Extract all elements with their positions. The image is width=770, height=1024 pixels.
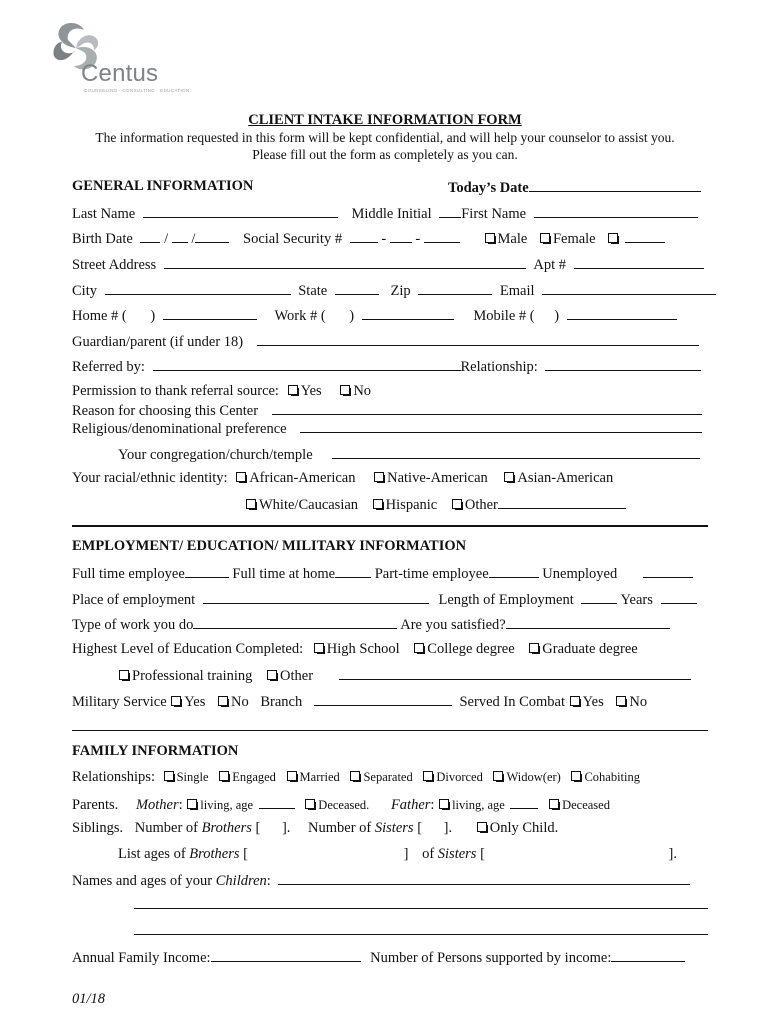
full-time-field[interactable]: [185, 563, 229, 578]
apt-label: Apt #: [533, 257, 567, 273]
engaged-checkbox[interactable]: [219, 771, 229, 781]
graduate-option[interactable]: [528, 641, 637, 657]
cohabiting-checkbox[interactable]: [571, 771, 581, 781]
list-ages-label: List ages of: [118, 846, 186, 862]
phone-row: [72, 305, 677, 325]
of-label: of: [422, 846, 435, 862]
logo-tagline: COUNSELING · CONSULTING · EDUCATION: [84, 88, 190, 93]
relationship-label: Relationship:: [460, 359, 538, 375]
permission-row: [72, 382, 371, 400]
father-age-field[interactable]: [510, 794, 538, 809]
mother-living-label: living, age: [200, 798, 254, 812]
street-field[interactable]: [164, 254, 526, 269]
asian-label: Asian-American: [517, 470, 614, 486]
work-paren: ): [349, 308, 355, 324]
income-row: [72, 947, 685, 967]
referred-row: [72, 356, 701, 376]
children-row-3: [134, 920, 708, 940]
education-label: Highest Level of Education Completed:: [72, 641, 304, 657]
combat-no-label: No: [629, 694, 648, 710]
military-yes-checkbox[interactable]: [171, 696, 181, 706]
relationships-row: [72, 768, 640, 786]
birth-year-field[interactable]: [195, 228, 229, 243]
combat-yes[interactable]: [569, 694, 604, 710]
length-field[interactable]: [581, 589, 617, 604]
permission-yes-label: Yes: [300, 383, 322, 399]
middle-initial-field[interactable]: [439, 203, 461, 218]
list-brothers-label: Brothers: [189, 846, 240, 862]
only-child-checkbox[interactable]: [477, 822, 487, 832]
referred-by-field[interactable]: [153, 356, 461, 371]
home-paren: ): [150, 308, 156, 324]
persons-field[interactable]: [611, 947, 685, 962]
section-divider-2: [72, 730, 708, 731]
branch-label: Branch: [260, 694, 303, 710]
ssn-part1-field[interactable]: [350, 228, 378, 243]
father-living-option[interactable]: [438, 798, 505, 812]
religious-row: [72, 418, 702, 438]
names-ages-label: Names and ages of your: [72, 873, 213, 889]
form-title: CLIENT INTAKE INFORMATION FORM: [248, 112, 522, 128]
permission-label: Permission to thank referral source:: [72, 383, 279, 399]
zip-label: Zip: [390, 283, 411, 299]
state-field[interactable]: [335, 280, 379, 295]
todays-date-row: [448, 177, 701, 197]
siblings-row: Siblings. Number of Brothers [ ]. Number of Sisters [ ]. Only Child.: [72, 820, 559, 836]
congregation-row: [118, 444, 700, 464]
permission-no-label: No: [353, 383, 372, 399]
hispanic-checkbox[interactable]: [373, 499, 383, 509]
email-field[interactable]: [542, 280, 716, 295]
religious-field[interactable]: [300, 418, 702, 433]
referred-by-label: Referred by:: [72, 359, 145, 375]
guardian-field[interactable]: [257, 331, 699, 346]
high-school-label: High School: [326, 641, 400, 657]
combat-no-checkbox[interactable]: [616, 696, 626, 706]
combat-yes-label: Yes: [582, 694, 604, 710]
military-no-label: No: [231, 694, 249, 710]
engaged-option[interactable]: [218, 770, 276, 784]
part-time-field[interactable]: [489, 563, 539, 578]
section-divider-1: [72, 525, 708, 527]
work-phone-field[interactable]: [362, 305, 454, 320]
city-field[interactable]: [105, 280, 291, 295]
separated-label: Separated: [363, 770, 413, 784]
education-other-option[interactable]: [266, 668, 313, 684]
unemployed-field[interactable]: [643, 563, 693, 578]
father-deceased-label: Deceased: [562, 798, 610, 812]
military-yes-label: Yes: [184, 694, 206, 710]
satisfied-field[interactable]: [506, 614, 670, 629]
widow-label: Widow(er): [506, 770, 561, 784]
street-label: Street Address: [72, 257, 157, 273]
mother-living-option[interactable]: [186, 798, 253, 812]
reason-label: Reason for choosing this Center: [72, 403, 259, 419]
father-living-checkbox[interactable]: [439, 799, 449, 809]
only-child-label: Only Child.: [489, 820, 559, 836]
military-label: Military Service: [72, 694, 167, 710]
divorced-option[interactable]: [422, 770, 483, 784]
military-no[interactable]: [217, 694, 249, 710]
street-row: [72, 254, 704, 274]
birth-row: Birth Date / / Social Security # - - Male Female: [72, 228, 665, 248]
years-label: Years: [620, 592, 653, 608]
home-phone-field[interactable]: [163, 305, 257, 320]
reason-row: [72, 400, 702, 420]
branch-field[interactable]: [314, 691, 452, 706]
combat-label: Served In Combat: [459, 694, 565, 710]
place-field[interactable]: [203, 589, 429, 604]
mobile-paren: ): [554, 308, 560, 324]
female-checkbox[interactable]: [540, 233, 550, 243]
other-race-option[interactable]: [451, 497, 626, 513]
divorced-checkbox[interactable]: [423, 771, 433, 781]
female-option[interactable]: [539, 231, 596, 247]
graduate-checkbox[interactable]: [529, 643, 539, 653]
native-option[interactable]: [373, 470, 488, 486]
length-label: Length of Employment: [438, 592, 574, 608]
professional-label: Professional training: [132, 668, 253, 684]
place-row: [72, 589, 697, 609]
college-label: College degree: [427, 641, 515, 657]
father-label: Father: [390, 797, 431, 813]
combat-no[interactable]: [615, 694, 647, 710]
sisters-label: Sisters: [374, 820, 414, 836]
last-name-field[interactable]: [143, 203, 338, 218]
other-race-field[interactable]: [498, 494, 626, 509]
permission-yes[interactable]: [287, 383, 322, 399]
children-row: Names and ages of your Children:: [72, 870, 690, 890]
place-label: Place of employment: [72, 592, 196, 608]
single-label: Single: [176, 770, 209, 784]
parents-row: Parents. Mother: living, age Deceased. Father: living, age Deceased: [72, 794, 610, 814]
father-deceased-option[interactable]: [548, 798, 610, 812]
ssn-part2-field[interactable]: [390, 228, 412, 243]
home-phone-label: Home # (: [72, 308, 127, 324]
apt-field[interactable]: [574, 254, 704, 269]
white-checkbox[interactable]: [246, 499, 256, 509]
relationship-field[interactable]: [545, 356, 701, 371]
college-checkbox[interactable]: [414, 643, 424, 653]
professional-option[interactable]: [118, 668, 252, 684]
college-option[interactable]: [413, 641, 514, 657]
brothers-label: Brothers: [201, 820, 252, 836]
last-name-label: Last Name: [72, 206, 136, 222]
first-name-field[interactable]: [534, 203, 698, 218]
ssn-part3-field[interactable]: [424, 228, 460, 243]
professional-checkbox[interactable]: [119, 670, 129, 680]
unemployed-label: Unemployed: [542, 566, 618, 582]
combat-yes-checkbox[interactable]: [570, 696, 580, 706]
mother-living-checkbox[interactable]: [187, 799, 197, 809]
type-work-label: Type of work you do: [72, 617, 194, 633]
zip-field[interactable]: [418, 280, 492, 295]
brothers-number-label: Number of: [134, 820, 199, 836]
income-label: Annual Family Income:: [72, 950, 211, 966]
asian-checkbox[interactable]: [504, 472, 514, 482]
education-row-2: [118, 665, 691, 685]
mother-deceased-label: Deceased.: [318, 798, 370, 812]
mother-deceased-checkbox[interactable]: [305, 799, 315, 809]
permission-no[interactable]: [339, 383, 371, 399]
congregation-field[interactable]: [332, 444, 700, 459]
employment-header: EMPLOYMENT/ EDUCATION/ MILITARY INFORMATION: [72, 538, 467, 554]
married-label: Married: [299, 770, 340, 784]
work-phone-label: Work # (: [274, 308, 326, 324]
single-option[interactable]: [163, 770, 209, 784]
military-no-checkbox[interactable]: [218, 696, 228, 706]
ssn-label: Social Security #: [243, 231, 343, 247]
racial-row-2: [245, 494, 626, 514]
footer-code: 01/18: [72, 991, 106, 1007]
african-option[interactable]: [235, 470, 355, 486]
general-header: GENERAL INFORMATION: [72, 178, 254, 194]
mother-label: Mother: [135, 797, 179, 813]
military-yes[interactable]: [170, 694, 205, 710]
male-checkbox[interactable]: [485, 233, 495, 243]
mother-age-field[interactable]: [259, 794, 295, 809]
satisfied-label: Are you satisfied?: [400, 617, 506, 633]
part-time-label: Part-time employee: [374, 566, 489, 582]
permission-no-checkbox[interactable]: [340, 385, 350, 395]
father-deceased-checkbox[interactable]: [549, 799, 559, 809]
intro-line-1: The information requested in this form will be kept confidential, and will help your counselor to assist you.: [95, 130, 675, 145]
state-label: State: [298, 283, 328, 299]
birth-date-label: Birth Date: [72, 231, 133, 247]
email-label: Email: [499, 283, 535, 299]
racial-label: Your racial/ethnic identity:: [72, 470, 228, 486]
birth-day-field[interactable]: [172, 228, 188, 243]
siblings-label: Siblings.: [72, 820, 124, 836]
family-header: FAMILY INFORMATION: [72, 743, 239, 759]
separated-checkbox[interactable]: [350, 771, 360, 781]
mobile-phone-label: Mobile # (: [473, 308, 535, 324]
african-label: African-American: [249, 470, 356, 486]
mobile-phone-field[interactable]: [567, 305, 677, 320]
city-row: [72, 280, 716, 300]
other-race-checkbox[interactable]: [452, 499, 462, 509]
divorced-label: Divorced: [436, 770, 483, 784]
mother-deceased-option[interactable]: [304, 798, 369, 812]
widow-checkbox[interactable]: [493, 771, 503, 781]
reason-field[interactable]: [272, 400, 702, 415]
education-other-field[interactable]: [339, 665, 691, 680]
first-name-label: First Name: [461, 206, 527, 222]
native-label: Native-American: [387, 470, 488, 486]
education-row: [72, 640, 638, 658]
hispanic-label: Hispanic: [385, 497, 438, 513]
name-row: [72, 203, 698, 223]
children-label: Children: [215, 873, 267, 889]
children-field-2[interactable]: [134, 894, 708, 909]
todays-date-label: Today’s Date: [448, 180, 529, 196]
religious-label: Religious/denominational preference: [72, 421, 287, 437]
type-work-field[interactable]: [193, 614, 397, 629]
native-checkbox[interactable]: [374, 472, 384, 482]
engaged-label: Engaged: [232, 770, 276, 784]
list-ages-row: List ages of Brothers [ ] of Sisters [ ].: [118, 846, 678, 862]
male-label: Male: [497, 231, 528, 247]
african-checkbox[interactable]: [236, 472, 246, 482]
years-field[interactable]: [661, 589, 697, 604]
cohabiting-option[interactable]: [570, 770, 640, 784]
high-school-checkbox[interactable]: [314, 643, 324, 653]
military-row: [72, 691, 647, 711]
cohabiting-label: Cohabiting: [584, 770, 641, 784]
guardian-label: Guardian/parent (if under 18): [72, 334, 244, 350]
guardian-row: [72, 331, 699, 351]
sisters-number-label: Number of: [308, 820, 372, 836]
relationships-label: Relationships:: [72, 769, 155, 785]
white-label: White/Caucasian: [259, 497, 359, 513]
intro-line-2: Please fill out the form as completely as you can.: [252, 147, 518, 162]
father-living-label: living, age: [452, 798, 505, 812]
logo-name: Centus: [81, 60, 159, 87]
children-field-3[interactable]: [134, 920, 708, 935]
education-other-label: Other: [280, 668, 314, 684]
birth-month-field[interactable]: [140, 228, 160, 243]
children-field-1[interactable]: [278, 870, 690, 885]
congregation-label: Your congregation/church/temple: [118, 447, 313, 463]
children-row-2: [134, 894, 708, 914]
parents-label: Parents.: [72, 797, 119, 813]
permission-yes-checkbox[interactable]: [288, 385, 298, 395]
city-label: City: [72, 283, 97, 299]
only-child-option[interactable]: [476, 820, 558, 836]
racial-row: [72, 469, 613, 487]
graduate-label: Graduate degree: [542, 641, 638, 657]
full-time-label: Full time employee: [72, 566, 185, 582]
high-school-option[interactable]: [313, 641, 400, 657]
asian-option[interactable]: [503, 470, 613, 486]
persons-label: Number of Persons supported by income:: [370, 950, 612, 966]
list-sisters-label: Sisters: [437, 846, 477, 862]
female-label: Female: [552, 231, 596, 247]
white-option[interactable]: [245, 497, 358, 513]
other-race-label: Other: [464, 497, 498, 513]
full-home-field[interactable]: [335, 563, 371, 578]
other-gender-checkbox[interactable]: [608, 233, 618, 243]
married-option[interactable]: [286, 770, 340, 784]
education-other-checkbox[interactable]: [267, 670, 277, 680]
full-home-label: Full time at home: [232, 566, 336, 582]
married-checkbox[interactable]: [287, 771, 297, 781]
other-gender-field[interactable]: [625, 228, 665, 243]
todays-date-field[interactable]: [529, 177, 701, 192]
hispanic-option[interactable]: [372, 497, 438, 513]
type-work-row: [72, 614, 670, 634]
income-field[interactable]: [211, 947, 361, 962]
employment-status-row: [72, 563, 693, 583]
separated-option[interactable]: [349, 770, 412, 784]
male-option[interactable]: [484, 231, 528, 247]
middle-initial-label: Middle Initial: [351, 206, 432, 222]
widow-option[interactable]: [492, 770, 560, 784]
single-checkbox[interactable]: [164, 771, 174, 781]
other-gender-option[interactable]: [607, 231, 665, 247]
